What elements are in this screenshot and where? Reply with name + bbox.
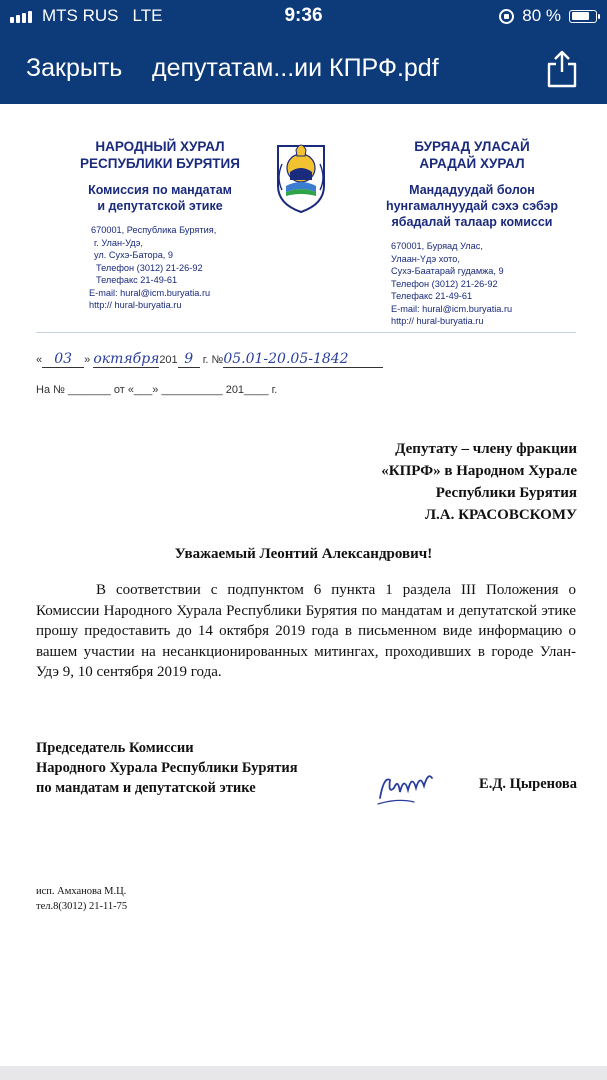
reg-number: 05.01-20.05-1842 xyxy=(223,351,349,367)
address-right xyxy=(391,240,512,328)
address-line: ул. Сухэ-Батора, 9 xyxy=(94,250,174,260)
reg-day: 03 xyxy=(54,351,73,367)
address-line: Телефон (3012) 21-26-92 xyxy=(391,278,498,289)
signature-title-line: по мандатам и депутатской этике xyxy=(36,780,256,796)
reg-year-prefix: 201 xyxy=(159,354,178,366)
orientation-lock-icon xyxy=(499,9,514,24)
close-quote: » xyxy=(84,354,91,366)
reg-year-field xyxy=(178,351,200,368)
address-line: http:// hural-buryatia.ru xyxy=(89,300,182,310)
bottom-edge xyxy=(0,1066,607,1080)
executor-info xyxy=(36,884,127,914)
commission-name-line: Мандадуудай болон xyxy=(409,183,535,197)
reg-month-field xyxy=(93,351,159,368)
org-name-line: БУРЯАД УЛАСАЙ xyxy=(414,139,530,154)
letterhead-left xyxy=(60,138,260,214)
top-bar xyxy=(0,0,607,104)
reg-number-field xyxy=(223,351,383,368)
reg-g-label: г. xyxy=(202,354,209,366)
addressee-block xyxy=(381,438,577,526)
close-button[interactable]: Закрыть xyxy=(26,54,123,82)
network-type-label: LTE xyxy=(132,6,163,25)
reg-num-label: № xyxy=(211,354,224,366)
executor-line: тел.8(3012) 21-11-75 xyxy=(36,901,128,912)
address-line: Сухэ-Баатарай гудамжа, 9 xyxy=(391,266,504,276)
signature-title-line: Председатель Комиссии xyxy=(36,740,194,756)
signature-title-block xyxy=(36,738,298,798)
registration-line xyxy=(36,351,383,368)
commission-name-line: һунгамалнуудай сэхэ сэбэр xyxy=(385,199,559,213)
address-line: Телефон (3012) 21-26-92 xyxy=(96,262,203,273)
address-line: E-mail: hural@icm.buryatia.ru xyxy=(89,287,211,298)
greeting: Уважаемый Леонтий Александрович! xyxy=(174,546,433,562)
address-line: Телефакс 21-49-61 xyxy=(96,275,178,285)
letter-body xyxy=(36,580,576,683)
document-nav-bar xyxy=(0,48,607,90)
status-right xyxy=(499,6,597,26)
executor-line: исп. Амханова М.Ц. xyxy=(36,886,127,897)
address-line: Телефакс 21-49-61 xyxy=(391,291,473,301)
header-divider xyxy=(36,332,576,333)
address-line: http:// hural-buryatia.ru xyxy=(391,316,484,326)
address-left xyxy=(91,224,216,312)
address-line: 670001, Буряад Улас, xyxy=(391,241,483,251)
org-name-line: РЕСПУБЛИКИ БУРЯТИЯ xyxy=(80,156,240,171)
signer-name: Е.Д. Цыренова xyxy=(479,776,577,792)
org-name-line: НАРОДНЫЙ ХУРАЛ xyxy=(95,139,225,154)
reply-reference-line: На № _______ от «___» __________ 201____ г. xyxy=(36,384,278,396)
letterhead-right xyxy=(366,138,578,230)
battery-percent: 80 % xyxy=(522,6,561,25)
addressee-line: «КПРФ» в Народном Хурале xyxy=(381,463,577,479)
commission-name-line: Комиссия по мандатам xyxy=(88,183,232,197)
signature-title-line: Народного Хурала Республики Бурятия xyxy=(36,760,298,776)
status-bar xyxy=(0,0,607,34)
clock: 9:36 xyxy=(284,5,323,26)
address-line: E-mail: hural@icm.buryatia.ru xyxy=(391,303,513,314)
addressee-line: Республики Бурятия xyxy=(435,485,577,501)
reg-day-field xyxy=(42,351,84,368)
open-quote: « xyxy=(36,354,43,366)
address-line: 670001, Республика Бурятия, xyxy=(91,225,217,235)
share-icon[interactable] xyxy=(544,48,580,88)
document-title: депутатам...ии КПРФ.pdf xyxy=(152,54,439,82)
reg-year-suffix: 9 xyxy=(184,351,194,367)
pdf-page[interactable] xyxy=(0,104,607,1066)
handwritten-signature xyxy=(374,768,436,808)
carrier-label: MTS RUS xyxy=(42,6,119,25)
commission-name-line: и депутатской этике xyxy=(97,199,223,213)
address-line: г. Улан-Удэ, xyxy=(94,237,143,248)
addressee-line: Л.А. КРАСОВСКОМУ xyxy=(424,507,577,523)
battery-icon xyxy=(569,10,597,23)
address-line: Улаан-Yдэ хото, xyxy=(391,253,460,264)
commission-name-line: ябадалай талаар комисси xyxy=(391,215,553,229)
addressee-line: Депутату – члену фракции xyxy=(395,441,577,457)
reg-month: октября xyxy=(93,351,160,367)
body-paragraph: В соответствии с подпунктом 6 пункта 1 раздела III Положения о Комиссии Народного Хурала Республики Бурятия по мандатам и депутатской этике прошу предоставить до 14 октября 2019 года в письменном виде информацию о вашем участии на несанкционированных митингах, проходивших в городе Улан-Удэ 9, 10 сентября 2019 года. xyxy=(36,582,576,680)
org-name-line: АРАДАЙ ХУРАЛ xyxy=(419,156,525,171)
battery-fill xyxy=(572,12,590,20)
coat-of-arms-icon xyxy=(272,134,330,214)
